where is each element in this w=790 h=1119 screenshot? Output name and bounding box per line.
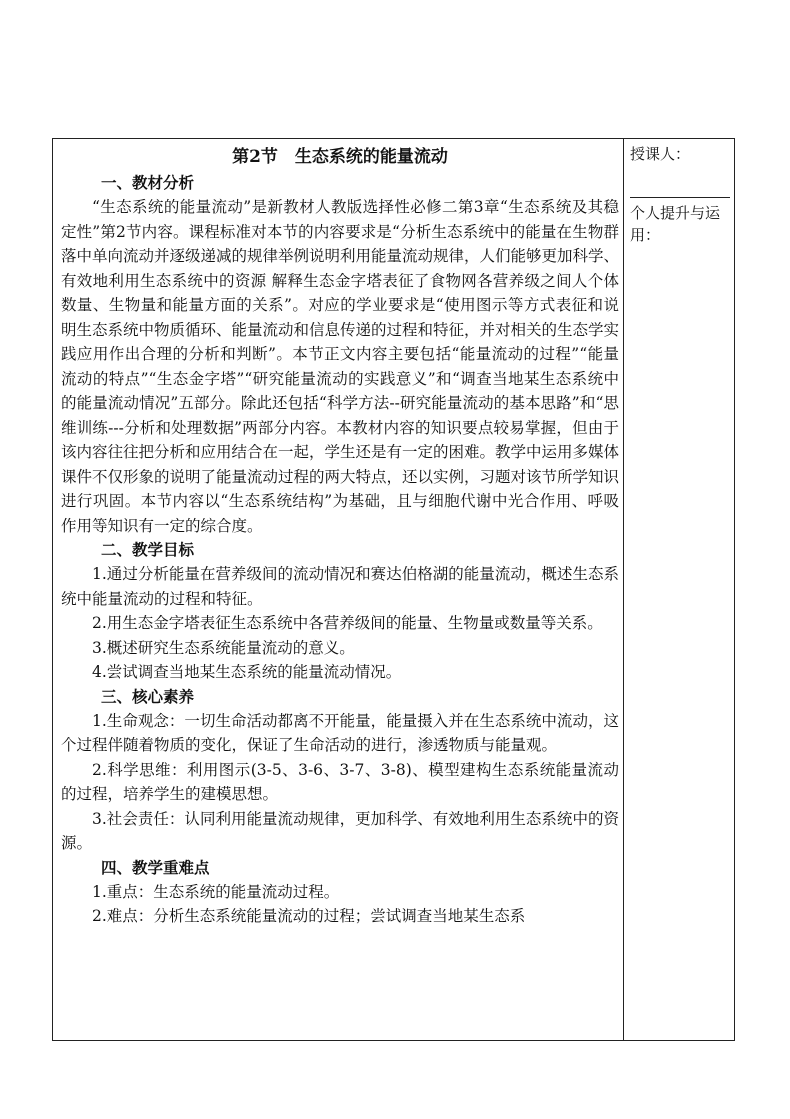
objective-item: 4.尝试调查当地某生态系统的能量流动情况。	[92, 663, 402, 681]
literacy-item: 3.社会责任：认同利用能量流动规律，更加科学、有效地利用生态系统中的资源。	[61, 809, 619, 852]
side-notes-cell	[624, 139, 734, 1040]
objective-item: 2.用生态金字塔表征生态系统中各营养级间的能量、生物量或数量等关系。	[92, 614, 603, 632]
improvement-label: 个人提升与运用：	[630, 204, 721, 244]
objective-item: 1.通过分析能量在营养级间的流动情况和赛达伯格湖的能量流动，概述生态系统中能量流动的过程和特征。	[61, 565, 619, 608]
analysis-paragraph: “生态系统的能量流动”是新教材人教版选择性必修二第3章“生态系统及其稳定性”第2节内容。课程标准对本节的内容要求是“分析生态系统中的能量在生物群落中单向流动并逐级递减的规律举例说明利用能量流动规律，人们能够更加科学、有效地利用生态系统中的资源 解释生态金字塔表征了食物网各营养级之间人个体数量、生物量和能量方面的关系”。对应的学业要求是“使用图示等方式表征和说明生态系统中物质循环、能量流动和信息传递的过程和特征，并对相关的生态学实践应用作出合理的分析和判断”。本节正文内容主要包括“能量流动的过程”“能量流动的特点”“生态金字塔”“研究能量流动的实践意义”和“调查当地某生态系统中的能量流动情况”五部分。除此还包括“科学方法--研究能量流动的基本思路”和“思维训练---分析和处理数据”两部分内容。本教材内容的知识要点较易掌握，但由于该内容往往把分析和应用结合在一起，学生还是有一定的困难。教学中运用多媒体课件不仅形象的说明了能量流动过程的两大特点，还以实例，习题对该节所学知识进行巩固。本节内容以“生态系统结构”为基础，且与细胞代谢中光合作用、呼吸作用等知识有一定的综合度。	[61, 198, 620, 535]
main-content-cell	[53, 139, 624, 1040]
key-point-item: 1.重点：生态系统的能量流动过程。	[92, 882, 340, 901]
teacher-name-line	[630, 175, 730, 198]
section-heading-analysis: 一、教材分析	[101, 173, 195, 192]
teacher-label: 授课人：	[630, 145, 691, 163]
key-point-item: 2.难点：分析生态系统能量流动的过程；尝试调查当地某生态系	[92, 907, 526, 925]
objective-item: 3.概述研究生态系统能量流动的意义。	[92, 638, 355, 657]
section-heading-key-points: 四、教学重难点	[101, 857, 210, 877]
page-title: 第2节 生态系统的能量流动	[232, 147, 448, 167]
section-heading-literacy: 三、核心素养	[101, 686, 195, 706]
literacy-item: 2.科学思维：利用图示(3-5、3-6、3-7、3-8)、模型建构生态系统能量流动的过程，培养学生的建模思想。	[61, 760, 619, 803]
section-heading-objectives: 二、教学目标	[101, 540, 195, 559]
lesson-plan-table	[52, 138, 735, 1041]
literacy-item: 1.生命观念：一切生命活动都离不开能量，能量摄入并在生态系统中流动，这个过程伴随着物质的变化，保证了生命活动的进行，渗透物质与能量观。	[61, 711, 619, 754]
